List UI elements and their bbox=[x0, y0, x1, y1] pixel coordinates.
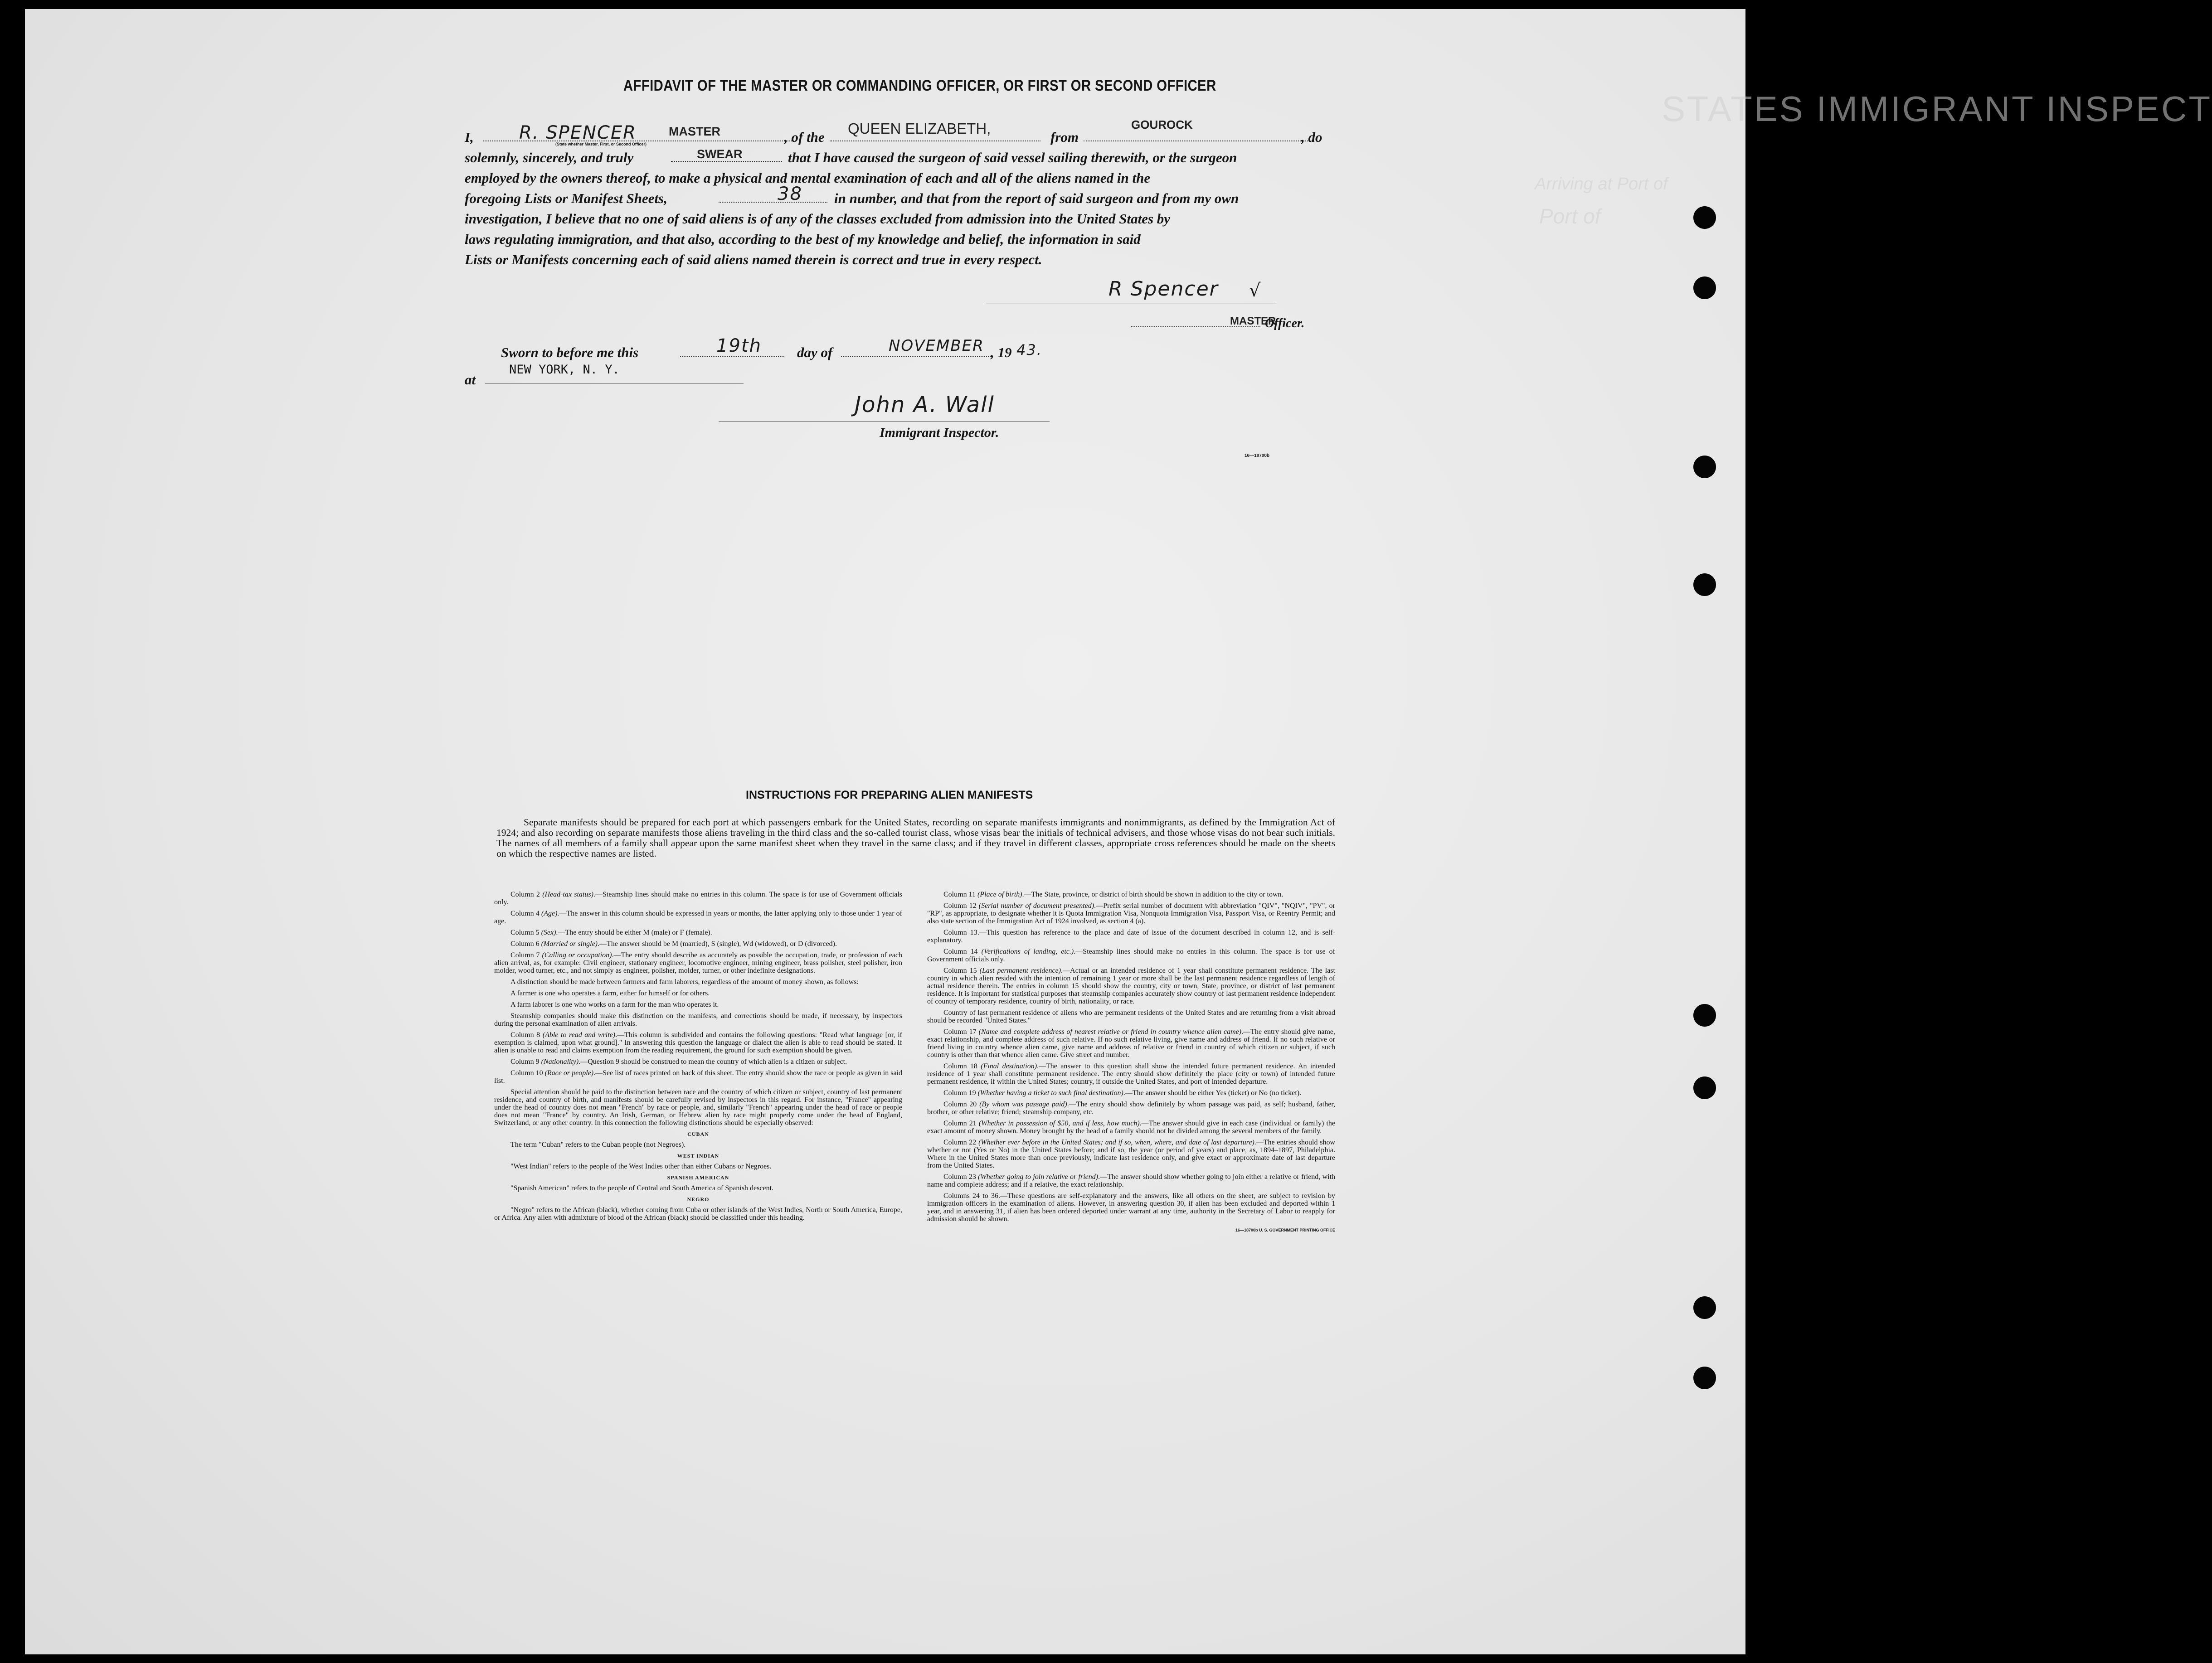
affidavit-line1-from: from bbox=[1050, 129, 1079, 145]
signer-caption: Officer. bbox=[1265, 316, 1305, 330]
affidavit-line6: laws regulating immigration, and that also, according to the best of my knowledge and belief, the information in said bbox=[465, 231, 1141, 247]
instruction-lead: Column 18 bbox=[943, 1062, 981, 1070]
bleed-through-title: STATES IMMIGRANT INSPECT bbox=[1662, 89, 2212, 129]
printing-office-imprint: 16—18700b U. S. GOVERNMENT PRINTING OFFICE bbox=[1235, 1228, 1335, 1232]
instruction-paragraph bbox=[927, 1192, 1335, 1223]
definition-text: "Negro" refers to the African (black), whether coming from Cuba or other islands of the West Indies, North or South America, Europe, or Africa. Any alien with admixture of blood of the African (black) should be classified under this heading. bbox=[494, 1206, 902, 1222]
instruction-paragraph bbox=[494, 910, 902, 925]
instruction-paragraph bbox=[494, 929, 902, 936]
instruction-paragraph bbox=[927, 1173, 1335, 1188]
sheets-field bbox=[719, 202, 827, 203]
punch-hole bbox=[1693, 1296, 1716, 1319]
instruction-lead: Column 6 bbox=[510, 940, 541, 948]
at-label: at bbox=[465, 372, 476, 388]
oath-stamp: SWEAR bbox=[697, 147, 743, 161]
definition-text: "West Indian" refers to the people of the West Indies other than either Cubans or Negroes. bbox=[510, 1163, 772, 1170]
instructions-left-column bbox=[494, 891, 902, 1225]
instruction-text: Steamship companies should make this distinction on the manifests, and corrections should be made, if necessary, by inspectors during the personal examination of alien arrivals. bbox=[494, 1012, 902, 1028]
instruction-lead: Column 20 bbox=[943, 1101, 980, 1108]
instruction-paragraph bbox=[494, 1001, 902, 1008]
instruction-heading: (Serial number of document presented) bbox=[978, 902, 1094, 910]
punch-hole bbox=[1693, 1004, 1716, 1027]
instruction-paragraph bbox=[494, 1058, 902, 1066]
affidavit-line3: employed by the owners thereof, to make a physical and mental examination of each and all of the aliens named in the bbox=[465, 170, 1151, 186]
year-prefix: , 19 bbox=[991, 344, 1012, 360]
instruction-lead: Column 4 bbox=[510, 910, 541, 917]
instruction-lead: Column 7 bbox=[510, 951, 542, 959]
instruction-heading: (Whether in possession of $50, and if less, how much) bbox=[978, 1120, 1140, 1127]
instruction-lead: Column 17 bbox=[943, 1028, 979, 1036]
check-mark: √ bbox=[1249, 280, 1262, 301]
instruction-heading: (Race or people) bbox=[544, 1069, 594, 1077]
affidavit-line1-do: , do bbox=[1301, 129, 1322, 145]
day-of-label: day of bbox=[797, 344, 833, 360]
affidavit-title: AFFIDAVIT OF THE MASTER OR COMMANDING OFFICER, OR FIRST OR SECOND OFFICER bbox=[623, 77, 1216, 94]
instruction-paragraph bbox=[927, 1101, 1335, 1116]
instruction-text: .—The answer should show whether going to join either a relative or friend, with name and complete address; and if a relative, the exact relationship. bbox=[927, 1173, 1336, 1188]
instruction-heading: (Last permanent residence) bbox=[979, 967, 1061, 975]
instruction-heading: (Verifications of landing, etc.) bbox=[981, 948, 1074, 955]
instruction-heading: (Whether ever before in the United States; and if so, when, where, and date of last departure) bbox=[978, 1139, 1254, 1146]
instruction-text: A farmer is one who operates a farm, either for himself or for others. bbox=[510, 989, 710, 997]
instruction-paragraph bbox=[927, 1062, 1335, 1086]
instruction-paragraph bbox=[494, 940, 902, 948]
instruction-text: .—The State, province, or district of birth should be shown in addition to the city or town. bbox=[1022, 891, 1283, 898]
instruction-paragraph bbox=[927, 1089, 1335, 1097]
instruction-text: .—The entry should show definitely by whom passage was paid, as self; husband, father, brother, or other relative; friend; steamship company, etc. bbox=[927, 1101, 1336, 1116]
instruction-lead: Column 22 bbox=[943, 1139, 979, 1146]
instruction-lead: Column 19 bbox=[943, 1089, 978, 1097]
document-page bbox=[25, 9, 2212, 1654]
instruction-lead: Column 10 bbox=[510, 1069, 545, 1077]
signer-rank-stamp: MASTER bbox=[1230, 315, 1276, 327]
definition-heading: CUBAN bbox=[687, 1131, 709, 1137]
year-handwritten: 43. bbox=[1016, 341, 1042, 359]
punch-hole bbox=[1693, 1076, 1716, 1099]
inspector-signature: John A. Wall bbox=[855, 392, 995, 417]
port-stamp: GOUROCK bbox=[1131, 118, 1193, 131]
month-handwritten: NOVEMBER bbox=[889, 337, 984, 355]
affidavit-line2-a: solemnly, sincerely, and truly bbox=[465, 150, 634, 165]
instruction-paragraph bbox=[494, 1012, 902, 1028]
instruction-heading: (Married or single) bbox=[541, 940, 598, 948]
instruction-text: .—The answer should give in each case (individual or family) the exact amount of money shown. Money brought by the head of a family should not be divided among the several members of the family. bbox=[927, 1120, 1336, 1135]
instruction-paragraph bbox=[927, 891, 1335, 898]
sworn-label: Sworn to before me this bbox=[501, 344, 639, 360]
instruction-paragraph bbox=[927, 948, 1335, 963]
bleed-through-subtitle: Arriving at Port of bbox=[1535, 175, 1668, 194]
inspector-caption: Immigrant Inspector. bbox=[880, 425, 999, 440]
instruction-text: .—The entry should be either M (male) or F (female). bbox=[556, 929, 712, 936]
master-signature: R Spencer bbox=[1108, 277, 1219, 301]
instruction-paragraph bbox=[927, 1009, 1335, 1024]
instruction-paragraph bbox=[927, 929, 1335, 944]
instruction-paragraph bbox=[494, 978, 902, 986]
affidavit-line1-of: , of the bbox=[784, 129, 825, 145]
instruction-heading: (Whether having a ticket to such final destination) bbox=[977, 1089, 1123, 1097]
punch-hole bbox=[1693, 456, 1716, 478]
instruction-text: A farm laborer is one who works on a farm for the man who operates it. bbox=[510, 1001, 719, 1008]
instruction-lead: Column 2 bbox=[510, 891, 543, 898]
instruction-lead: Column 13 bbox=[943, 929, 977, 936]
instruction-heading: (Place of birth) bbox=[977, 891, 1022, 898]
affidavit-line7: Lists or Manifests concerning each of said aliens named therein is correct and true in every respect. bbox=[465, 252, 1042, 267]
affidavit-line2-b: that I have caused the surgeon of said vessel sailing therewith, or the surgeon bbox=[788, 150, 1237, 165]
punch-hole bbox=[1693, 276, 1716, 299]
instruction-lead: Column 14 bbox=[943, 948, 982, 955]
instruction-text: .—The answer should be M (married), S (single), Wd (widowed), or D (divorced). bbox=[598, 940, 837, 948]
instruction-heading: (Able to read and write) bbox=[542, 1031, 616, 1039]
instruction-lead: Column 12 bbox=[943, 902, 979, 910]
instruction-text: .—The answer should be either Yes (ticket) or No (no ticket). bbox=[1123, 1089, 1302, 1097]
instruction-text: A distinction should be made between farmers and farm laborers, regardless of the amount of money shown, as follows: bbox=[510, 978, 859, 986]
instruction-heading: (Sex) bbox=[541, 929, 556, 936]
affidavit-line5: investigation, I believe that no one of said aliens is of any of the classes excluded from admission into the United States by bbox=[465, 211, 1171, 227]
instruction-text: .—The entry should describe as accurately as possible the occupation, trade, or profession of each alien arrival, as, for example: Civil engineer, stationary engineer, locomotive engineer, mining engineer, brass polisher, steel polisher, iron molder, wood turner, etc., and not simply as engineer, polisher, molder, turner, or other indefinite designations. bbox=[494, 951, 903, 975]
instruction-paragraph bbox=[494, 1088, 902, 1127]
instruction-paragraph bbox=[494, 891, 902, 906]
instruction-text: .—Question 9 should be construed to mean the country of which alien is a citizen or subject. bbox=[579, 1058, 847, 1066]
day-handwritten: 19th bbox=[716, 335, 762, 356]
instructions-right-column bbox=[927, 891, 1335, 1234]
instruction-lead: Column 21 bbox=[943, 1120, 979, 1127]
month-field bbox=[841, 356, 991, 357]
instruction-text: .—See list of races printed on back of this sheet. The entry should show the race or people as given in said list. bbox=[494, 1069, 903, 1085]
instruction-heading: (By whom was passage paid) bbox=[979, 1101, 1067, 1108]
place-typed: NEW YORK, N. Y. bbox=[509, 363, 620, 377]
instruction-heading: (Whether going to join relative or friend) bbox=[978, 1173, 1099, 1181]
instruction-text: Country of last permanent residence of aliens who are permanent residents of the United States and are returning from a visit abroad should be recorded "United States." bbox=[927, 1009, 1335, 1024]
form-number: 16—18700b bbox=[1245, 453, 1270, 458]
instruction-text: .—This column is subdivided and contains the following questions: "Read what language [or, if exemption is claimed, upon what ground]." In answering this question the language or dialect the alien is able to read should be stated. If alien is unable to read and claims exemption from the reading requirement, the ground for such exemption should be given. bbox=[494, 1031, 903, 1054]
instruction-paragraph bbox=[927, 1139, 1335, 1169]
punch-hole bbox=[1693, 1367, 1716, 1389]
rank-caption: (State whether Master, First, or Second Officer) bbox=[555, 142, 647, 146]
instruction-paragraph bbox=[927, 1028, 1335, 1059]
instruction-text: .—Steamship lines should make no entries in this column. The space is for use of Government officials only. bbox=[494, 891, 903, 906]
instruction-lead: Column 5 bbox=[510, 929, 541, 936]
instruction-paragraph bbox=[494, 1069, 902, 1085]
sheets-handwritten: 38 bbox=[778, 184, 802, 204]
instruction-lead: Column 23 bbox=[943, 1173, 978, 1181]
instruction-heading: (Nationality) bbox=[541, 1058, 579, 1066]
vessel-stamp: QUEEN ELIZABETH, bbox=[848, 120, 991, 137]
instruction-heading: (Final destination) bbox=[981, 1062, 1037, 1070]
instruction-text: Columns 24 to 36.—These questions are self-explanatory and the answers, like all others on the sheet, are subject to revision by immigration officers in the examination of aliens. However, in answering question 30, if alien has been excluded and deported within 1 year, and in answering 31, if alien has been ordered deported under warrant at any time, authority in the Secretary of Labor to reapply for admission should be shown. bbox=[927, 1192, 1335, 1223]
instruction-heading: (Name and complete address of nearest relative or friend in country whence alien came) bbox=[978, 1028, 1242, 1036]
bleed-through-subtitle-2: Port of bbox=[1539, 204, 1601, 228]
instruction-text: Special attention should be paid to the distinction between race and the country of which citizen or subject, country of last permanent residence, and country of birth, and manifests should be carefully revised by inspectors in this regard. For instance, "France" appearing under the head of country does not mean "French" by race or people, and, similarly "French" appearing under the head of race or people does not mean "France" by country. An Irish, German, or Hebrew alien by race might properly come under the head of England, Switzerland, or any other country. In this connection the following distinctions should be especially observed: bbox=[494, 1088, 902, 1127]
instruction-heading: (Age) bbox=[541, 910, 558, 917]
instruction-text: .—This question has reference to the place and date of issue of the document described in column 12, and is self-explanatory. bbox=[927, 929, 1336, 944]
punch-hole bbox=[1693, 573, 1716, 596]
definition-text: "Spanish American" refers to the people of Central and South America of Spanish descent. bbox=[510, 1184, 774, 1192]
instruction-paragraph bbox=[494, 1031, 902, 1054]
instruction-text: .—Steamship lines should make no entries in this column. The space is for use of Government officials only. bbox=[927, 948, 1335, 963]
instruction-heading: (Head-tax status) bbox=[542, 891, 593, 898]
officer-name-handwritten: R. SPENCER bbox=[519, 122, 637, 143]
instruction-text: .—The entry should give name, exact relationship, and complete address of such relative. If no such relative living, give name and address of friend. If no such relative or friend living in country whence alien came, give name and address of relative or friend in country of which citizen or subject, if such country is other than that whence alien came. Give street and number. bbox=[927, 1028, 1336, 1059]
affidavit-line4-a: foregoing Lists or Manifest Sheets, bbox=[465, 190, 667, 206]
instruction-lead: Column 9 bbox=[510, 1058, 541, 1066]
instruction-paragraph bbox=[927, 1120, 1335, 1135]
instruction-text: .—Prefix serial number of document with abbreviation "QIV", "NQIV", "PV", or "RP", as appropriate, to designate whether it is Quota Immigration Visa, Nonquota Immigration Visa, Passport Visa, or Reentry Permit; and also state section of the Immigration Act of 1924 involved, as section 4 (a). bbox=[927, 902, 1336, 925]
instruction-text: .—Actual or an intended residence of 1 year shall constitute permanent residence. The last country in which alien resided with the intention of remaining 1 year or more shall be the last permanent residence regardless of length of actual residence therein. The entries in column 15 should show the country, city or town, State, province, or district of last permanent residence. It is important for statistical purposes that steamship companies accurately show country of last permanent residence independent of country of temporary residence, country of birth, nationality, or race. bbox=[927, 967, 1335, 1005]
definition-heading: WEST INDIAN bbox=[677, 1153, 720, 1159]
instruction-text: .—The entries should show whether or not (Yes or No) in the United States before; and if so, the year (or period of years) and place, as, 1894–1897, Philadelphia. Where in the United States more than once previously, indicate last residence only, and give exact or approximate date of last departure from the United States. bbox=[927, 1139, 1335, 1169]
instruction-lead: Column 11 bbox=[943, 891, 977, 898]
affidavit-line4-b: in number, and that from the report of said surgeon and from my own bbox=[834, 190, 1239, 206]
definition-heading: NEGRO bbox=[687, 1196, 710, 1202]
instructions-intro: Separate manifests should be prepared for each port at which passengers embark for the United States, recording on separate manifests immigrants and nonimmigrants, as defined by the Immigration Act of 1924; and also recording on separate manifests those aliens traveling in the third class and the so-called tourist class, whose visas bear the initials of technical advisers, and those whose visas do not bear such initials. The names of all members of a family shall appear upon the same manifest sheet when they travel in the same class; and if they travel in different classes, appropriate cross references should be made on the sheets on which the respective names are listed. bbox=[496, 817, 1335, 859]
definition-heading: SPANISH AMERICAN bbox=[667, 1174, 729, 1181]
rank-stamp: MASTER bbox=[669, 125, 720, 138]
definition-text: The term "Cuban" refers to the Cuban people (not Negroes). bbox=[510, 1141, 686, 1149]
instruction-text: .—The answer to this question shall show the intended future permanent residence. An intended residence of 1 year shall constitute permanent residence. The entry should show definitely the place (city or town) of intended future permanent residence, if within the United States; country, if outside the United States, and port of intended departure. bbox=[927, 1062, 1335, 1086]
instruction-paragraph bbox=[494, 951, 902, 975]
punch-hole bbox=[1693, 206, 1716, 229]
instruction-paragraph bbox=[494, 989, 902, 997]
affidavit-line1-i: I, bbox=[465, 129, 474, 145]
instruction-lead: Column 15 bbox=[943, 967, 980, 975]
instruction-heading: (Calling or occupation) bbox=[542, 951, 612, 959]
instruction-paragraph bbox=[927, 967, 1335, 1005]
instruction-text: .—The answer in this column should be expressed in years or months, the latter applying only to those under 1 year of age. bbox=[494, 910, 903, 925]
instruction-paragraph bbox=[927, 902, 1335, 925]
instructions-title: INSTRUCTIONS FOR PREPARING ALIEN MANIFESTS bbox=[746, 789, 1033, 801]
instruction-lead: Column 8 bbox=[510, 1031, 543, 1039]
